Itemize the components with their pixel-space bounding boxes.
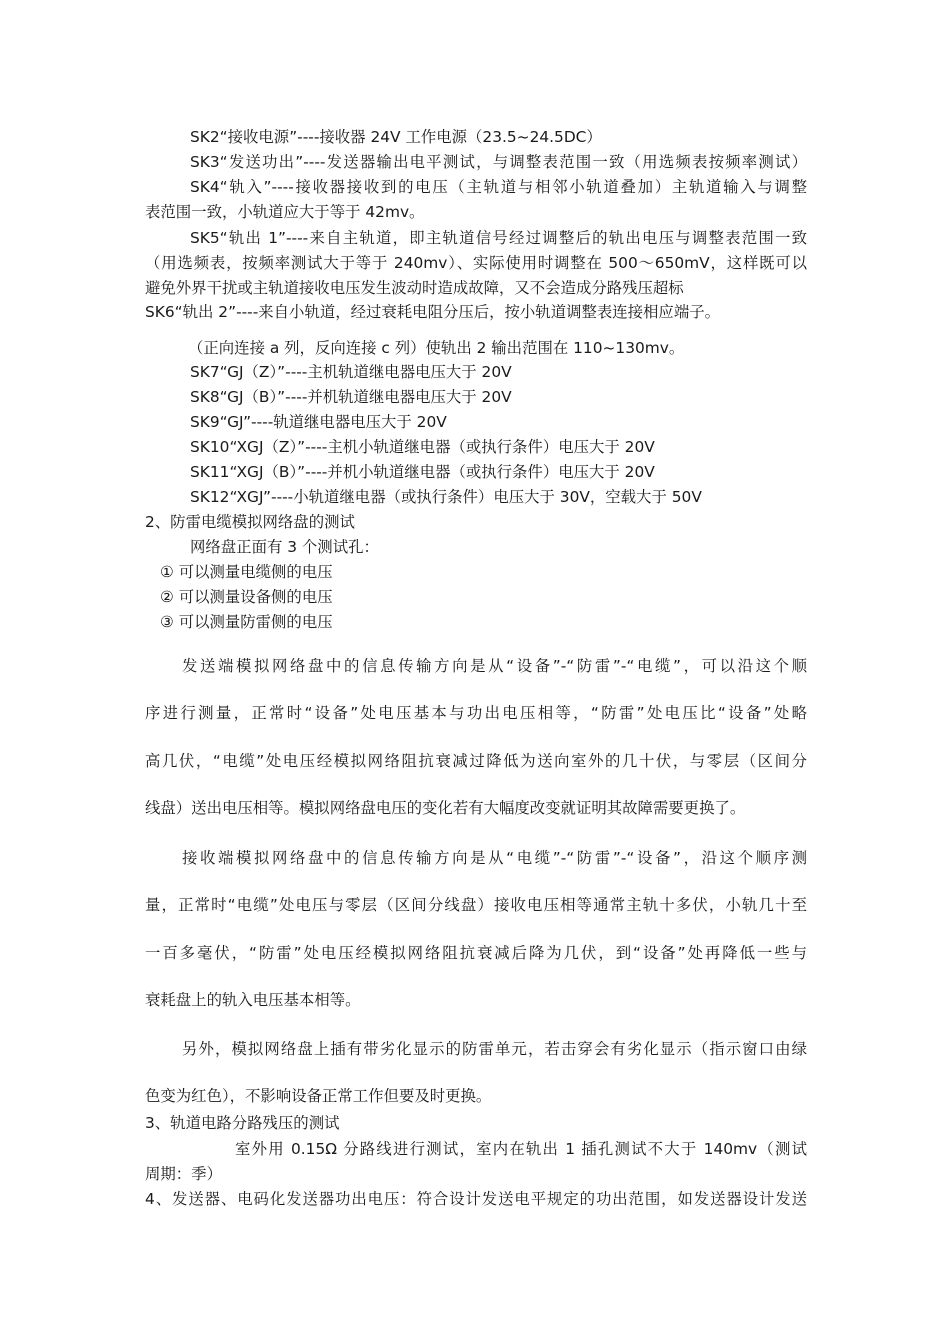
text-line-sk7: SK7“GJ（Z）”----主机轨道继电器电压大于 20V — [190, 363, 512, 381]
list-item-1: ① 可以测量电缆侧的电压 — [160, 563, 333, 581]
list-item-2: ② 可以测量设备侧的电压 — [160, 588, 333, 606]
section-heading-3: 3、轨道电路分路残压的测试 — [145, 1114, 340, 1132]
section-heading-2: 2、防雷电缆模拟网络盘的测试 — [145, 513, 355, 531]
text-line-sk4-cont: 表范围一致，小轨道应大于等于 42mv。 — [145, 203, 425, 221]
text-line-sk6: SK6“轨出 2”----来自小轨道，经过衰耗电阻分压后，按小轨道调整表连接相应端子。 — [145, 303, 720, 321]
paragraph-receive-line2: 量，正常时“电缆”处电压与零层（区间分线盘）接收电压相等通常主轨十多伏，小轨几十至 — [145, 896, 807, 914]
text-line-sk4: SK4“轨入”----接收器接收到的电压（主轨道与相邻小轨道叠加）主轨道输入与调整 — [190, 178, 807, 196]
text-line-sk2: SK2“接收电源”----接收器 24V 工作电源（23.5~24.5DC） — [190, 128, 602, 146]
text-line-sk3: SK3“发送功出”----发送器输出电平测试，与调整表范围一致（用选频表按频率测试） — [190, 153, 807, 171]
list-item-3: ③ 可以测量防雷侧的电压 — [160, 613, 333, 631]
paragraph-receive-line4: 衰耗盘上的轨入电压基本相等。 — [145, 991, 361, 1009]
paragraph-other-line2: 色变为红色），不影响设备正常工作但要及时更换。 — [145, 1087, 492, 1105]
section-heading-4: 4、发送器、电码化发送器功出电压：符合设计发送电平规定的功出范围，如发送器设计发送 — [145, 1190, 807, 1208]
text-line-test-holes: 网络盘正面有 3 个测试孔： — [190, 538, 379, 556]
text-line-sk10: SK10“XGJ（Z）”----主机小轨道继电器（或执行条件）电压大于 20V — [190, 438, 655, 456]
text-line-residual: 室外用 0.15Ω 分路线进行测试，室内在轨出 1 插孔测试不大于 140mv（测试 — [235, 1140, 807, 1158]
text-line-sk5-cont1: （用选频表，按频率测试大于等于 240mv）、实际使用时调整在 500～650mV，这样既可以 — [145, 254, 807, 272]
text-line-sk5: SK5“轨出 1”----来自主轨道，即主轨道信号经过调整后的轨出电压与调整表范围一致 — [190, 229, 807, 247]
paragraph-receive-line1: 接收端模拟网络盘中的信息传输方向是从“电缆”-“防雷”-“设备”，沿这个顺序测 — [182, 849, 807, 867]
paragraph-send-line1: 发送端模拟网络盘中的信息传输方向是从“设备”-“防雷”-“电缆”，可以沿这个顺 — [182, 657, 807, 675]
paragraph-send-line2: 序进行测量，正常时“设备”处电压基本与功出电压相等，“防雷”处电压比“设备”处略 — [145, 704, 807, 722]
text-line-residual-cont: 周期：季） — [145, 1165, 222, 1183]
text-line-sk6-cont: （正向连接 a 列，反向连接 c 列）使轨出 2 输出范围在 110~130mv。 — [188, 339, 685, 357]
text-line-sk12: SK12“XGJ”----小轨道继电器（或执行条件）电压大于 30V，空载大于 50V — [190, 488, 702, 506]
text-line-sk8: SK8“GJ（B）”----并机轨道继电器电压大于 20V — [190, 388, 512, 406]
paragraph-receive-line3: 一百多毫伏，“防雷”处电压经模拟网络阻抗衰减后降为几伏，到“设备”处再降低一些与 — [145, 944, 807, 962]
paragraph-other-line1: 另外，模拟网络盘上插有带劣化显示的防雷单元，若击穿会有劣化显示（指示窗口由绿 — [182, 1040, 807, 1058]
text-line-sk11: SK11“XGJ（B）”----并机小轨道继电器（或执行条件）电压大于 20V — [190, 463, 655, 481]
text-line-sk5-cont2: 避免外界干扰或主轨道接收电压发生波动时造成故障，又不会造成分路残压超标 — [145, 279, 684, 297]
paragraph-send-line4: 线盘）送出电压相等。模拟网络盘电压的变化若有大幅度改变就证明其故障需要更换了。 — [145, 799, 746, 817]
paragraph-send-line3: 高几伏，“电缆”处电压经模拟网络阻抗衰减过降低为送向室外的几十伏，与零层（区间分 — [145, 752, 807, 770]
text-line-sk9: SK9“GJ”----轨道继电器电压大于 20V — [190, 413, 447, 431]
